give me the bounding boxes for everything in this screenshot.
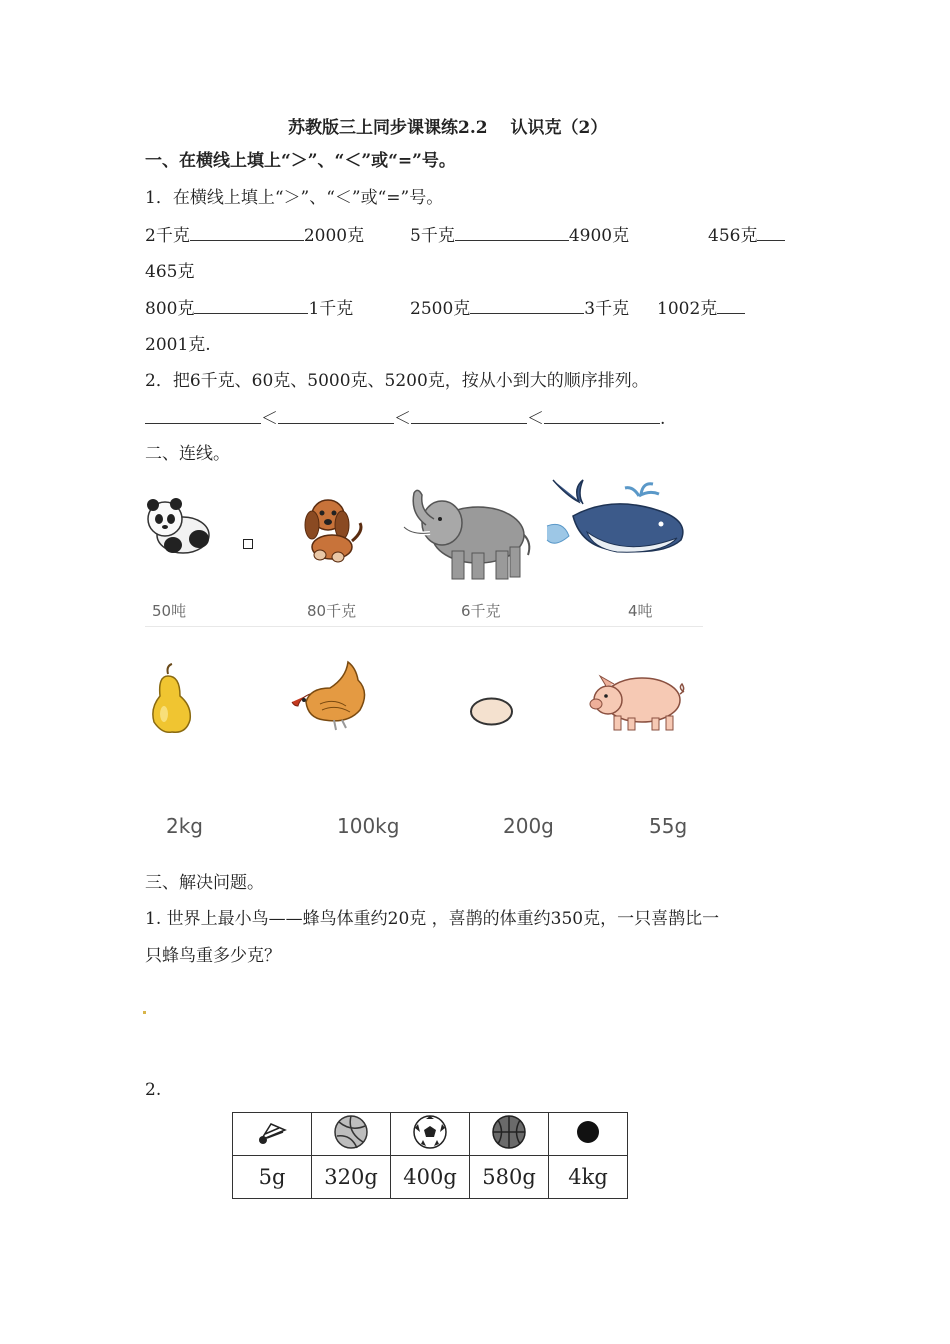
compare-term: 465克 <box>145 262 195 282</box>
panda-icon <box>143 495 215 557</box>
connect-point[interactable] <box>243 539 253 549</box>
basketball-icon <box>491 1114 527 1150</box>
compare-term: 1千克 <box>308 299 354 319</box>
section-2-heading: 二、连线。 <box>145 444 230 464</box>
compare-term: 1002克 <box>657 299 718 319</box>
object-weight-label: 200g <box>503 814 554 838</box>
ball-weight-table <box>232 1112 628 1199</box>
answer-blank[interactable] <box>470 297 584 314</box>
compare-row-2c <box>657 297 745 320</box>
compare-row-1c <box>708 224 785 247</box>
shot-put-icon <box>575 1119 601 1145</box>
less-than-sign: ＜ <box>527 409 544 429</box>
animal-weight-label: 4吨 <box>628 602 653 620</box>
problem-2-label: 2. <box>145 1080 162 1100</box>
table-cell: 400g <box>391 1156 470 1199</box>
dog-icon <box>298 495 368 563</box>
object-weight-label: 55g <box>649 814 688 838</box>
page-title: 苏教版三上同步课课练2.2 认识克（2） <box>288 118 608 138</box>
compare-term: 3千克 <box>584 299 630 319</box>
shuttlecock-icon <box>257 1120 287 1144</box>
compare-row-1 <box>145 224 364 247</box>
compare-row-2 <box>145 297 353 320</box>
q2-label: 2．把6千克、60克、5000克、5200克，按从小到大的顺序排列。 <box>145 371 649 391</box>
answer-blank[interactable] <box>757 224 785 241</box>
pig-icon <box>588 672 688 734</box>
less-than-sign: ＜ <box>261 409 278 429</box>
table-cell <box>549 1113 628 1156</box>
answer-blank[interactable] <box>455 224 569 241</box>
animal-weight-label: 80千克 <box>307 602 357 620</box>
compare-term: 2001克. <box>145 335 211 355</box>
table-cell <box>470 1113 549 1156</box>
answer-blank[interactable] <box>717 297 745 314</box>
scan-mark <box>143 1011 146 1014</box>
egg-icon <box>469 696 514 727</box>
table-cell: 320g <box>312 1156 391 1199</box>
less-than-sign: ＜ <box>394 409 411 429</box>
elephant-icon <box>400 485 535 583</box>
soccer-ball-icon <box>412 1114 448 1150</box>
section-1-heading: 一、在横线上填上“＞”、“＜”或“=”号。 <box>145 151 456 171</box>
q1-label: 1．在横线上填上“＞”、“＜”或“=”号。 <box>145 188 444 208</box>
compare-term: 5千克 <box>410 226 455 246</box>
ordering-row <box>145 407 665 430</box>
table-cell: 4kg <box>549 1156 628 1199</box>
problem-1-text: 1. 世界上最小鸟——蜂鸟体重约20克 ，喜鹊的体重约350克，一只喜鹊比一 <box>145 909 720 929</box>
object-weight-label: 2kg <box>166 814 204 838</box>
compare-term: 4900克 <box>568 226 630 246</box>
animal-weight-label: 6千克 <box>461 602 501 620</box>
object-weight-label: 100kg <box>337 814 400 838</box>
table-cell <box>233 1113 312 1156</box>
whale-icon <box>543 476 693 566</box>
order-blank[interactable] <box>544 407 660 424</box>
table-cell: 580g <box>470 1156 549 1199</box>
compare-term: 2000克 <box>303 226 365 246</box>
compare-term: 800克 <box>145 299 195 319</box>
animal-weight-label: 50吨 <box>152 602 187 620</box>
volleyball-icon <box>333 1114 369 1150</box>
compare-row-2b <box>410 297 629 320</box>
compare-row-1b <box>410 224 629 247</box>
compare-term: 456克 <box>708 226 758 246</box>
problem-1-text-cont: 只蜂鸟重多少克？ <box>145 946 281 966</box>
section-3-heading: 三、解决问题。 <box>145 873 264 893</box>
table-cell: 5g <box>233 1156 312 1199</box>
answer-blank[interactable] <box>190 224 304 241</box>
table-cell <box>391 1113 470 1156</box>
order-blank[interactable] <box>411 407 527 424</box>
answer-blank[interactable] <box>194 297 308 314</box>
compare-term: 2千克 <box>145 226 190 246</box>
hen-icon <box>290 658 370 732</box>
pear-icon <box>148 662 194 734</box>
table-cell <box>312 1113 391 1156</box>
ordering-end: . <box>660 409 666 429</box>
compare-term: 2500克 <box>410 299 471 319</box>
order-blank[interactable] <box>278 407 394 424</box>
divider <box>145 626 703 627</box>
order-blank[interactable] <box>145 407 261 424</box>
